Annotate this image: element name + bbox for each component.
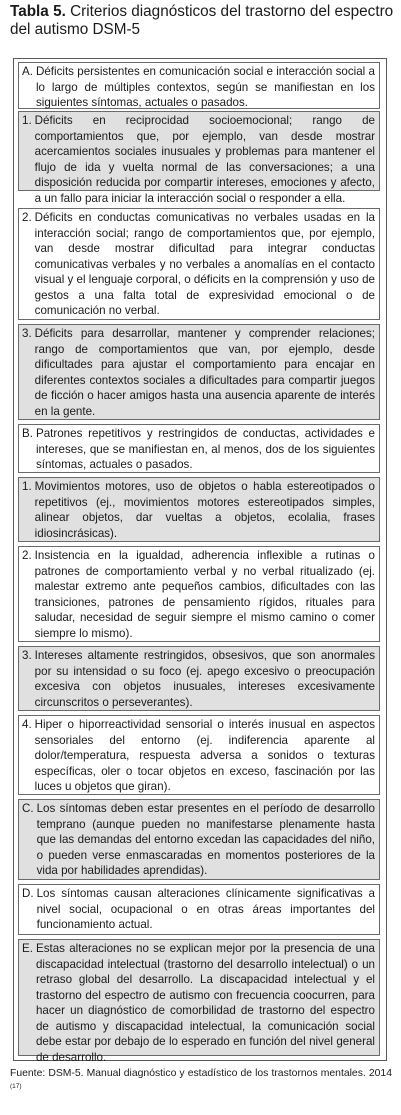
criterion-row-a2	[18, 208, 380, 320]
table-label: Tabla 5.	[10, 3, 66, 20]
criterion-row-a3	[18, 324, 380, 420]
row-text: Déficits en reciprocidad socioemocional; rango de comportamientos que, por ejemplo, van desde mostrar acercamientos sociales inusuales y problemas para mantener el flujo de ida y vuelta normal de las conversaciones; a una disposición reducida por compartir intereses, emociones y afecto, a un fallo para iniciar la interacción social o responder a ella.	[34, 114, 375, 205]
row-text: Intereses altamente restringidos, obsesivos, que son anormales por su intensidad o su foco (ej. apego excesivo o preocupación excesiva con objetos inusuales, intereses excesivamente circunscritos o perseverantes).	[34, 649, 375, 709]
criterion-row-b2	[18, 546, 380, 642]
row-number: 1.	[22, 480, 32, 493]
row-text: Déficits persistentes en comunicación social e interacción social a lo largo de múltiples contextos, según se manifiestan en los siguientes síntomas, actuales o pasados.	[35, 65, 375, 109]
criterion-row-c	[18, 799, 380, 880]
row-number: 4.	[22, 718, 32, 731]
criterion-row-b1	[18, 477, 380, 542]
footnote-reference: (17)	[10, 1082, 22, 1090]
row-number: 3.	[22, 649, 32, 662]
table-title	[10, 3, 395, 39]
criterion-row-a	[18, 62, 380, 109]
row-text: Los síntomas causan alteraciones clínicamente significativas a nivel social, ocupacional o en otras áreas importantes del funcionamiento actual.	[36, 887, 375, 931]
criterion-row-a1	[18, 111, 380, 205]
criterion-row-b4	[18, 715, 380, 795]
row-number: 2.	[22, 549, 32, 562]
row-number: 2.	[22, 211, 32, 224]
row-number: B.	[22, 427, 33, 440]
row-number: 1.	[22, 114, 32, 127]
row-text: Déficits en conductas comunicativas no verbales usadas en la interacción social; rango de comportamientos que, por ejemplo, van desde mostrar dificultad para integrar conductas comunicativas verbales y no verbales a anomalías en el contacto visual y el lenguaje corporal, o déficits en la comprensión y uso de gestos a una falta total de expresividad emocional o de comunicación no verbal.	[34, 211, 375, 317]
criterion-row-b3	[18, 646, 380, 711]
row-text: Patrones repetitivos y restringidos de conductas, actividades e intereses, que se manifiestan en, al menos, dos de los siguientes síntomas, actuales o pasados.	[35, 427, 375, 471]
row-text: Déficits para desarrollar, mantener y comprender relaciones; rango de comportamientos que van, por ejemplo, desde dificultades para ajustar el comportamiento para encajar en diferentes contextos sociales a dificultades para compartir juegos de ficción o hacer amigos hasta una ausencia aparente de interés en la gente.	[34, 327, 375, 418]
footnote-text: Fuente: DSM-5. Manual diagnóstico y estadístico de los trastornos mentales. 2014	[10, 1068, 392, 1079]
row-text: Insistencia en la igualdad, adherencia inflexible a rutinas o patrones de comportamiento verbal y no verbal ritualizado (ej. malestar extremo ante pequeños cambios, dificultades con las transiciones, patrones de pensamiento rígidos, rituales para saludar, necesidad de seguir siempre el mismo camino o comer siempre lo mismo).	[34, 549, 375, 640]
row-text: Hiper o hiporreactividad sensorial o interés inusual en aspectos sensoriales del entorno (ej. indiferencia aparente al dolor/temperatura, respuesta adversa a sonidos o texturas específicas, oler o tocar objetos en exceso, fascinación por las luces u objetos que giran).	[34, 718, 375, 793]
row-text: Los síntomas deben estar presentes en el período de desarrollo temprano (aunque pueden no manifestarse plenamente hasta que las demandas del entorno excedan las capacidades del niño, o pueden verse enmascaradas en momentos posteriores de la vida por habilidades aprendidas).	[36, 802, 375, 877]
criterion-row-e	[18, 939, 380, 1064]
row-number: A.	[22, 65, 33, 78]
row-number: C.	[22, 802, 34, 815]
row-number: E.	[22, 942, 33, 955]
row-text: Movimientos motores, uso de objetos o habla estereotipados o repetitivos (ej., movimientos motores estereotipados simples, alinear objetos, dar vueltas a objetos, ecolalia, frases idiosincrásicas).	[34, 480, 375, 540]
row-number: 3.	[22, 327, 32, 340]
criteria-table	[13, 58, 387, 1064]
row-number: D.	[22, 887, 34, 900]
row-text: Estas alteraciones no se explican mejor por la presencia de una discapacidad intelectual (trastorno del desarrollo intelectual) o un retraso global del desarrollo. La discapacidad intelectual y el trastorno del espectro de autismo con frecuencia coocurren, para hacer un diagnóstico de comorbilidad de trastorno del espectro de autismo y discapacidad intelectual, la comunicación social debe estar por debajo de lo esperado en función del nivel general de desarrollo.	[35, 942, 375, 1064]
source-footnote	[10, 1068, 392, 1096]
criterion-row-b	[18, 424, 380, 473]
table-title-text: Criterios diagnósticos del trastorno del espectro del autismo DSM-5	[10, 3, 394, 38]
criterion-row-d	[18, 884, 380, 935]
